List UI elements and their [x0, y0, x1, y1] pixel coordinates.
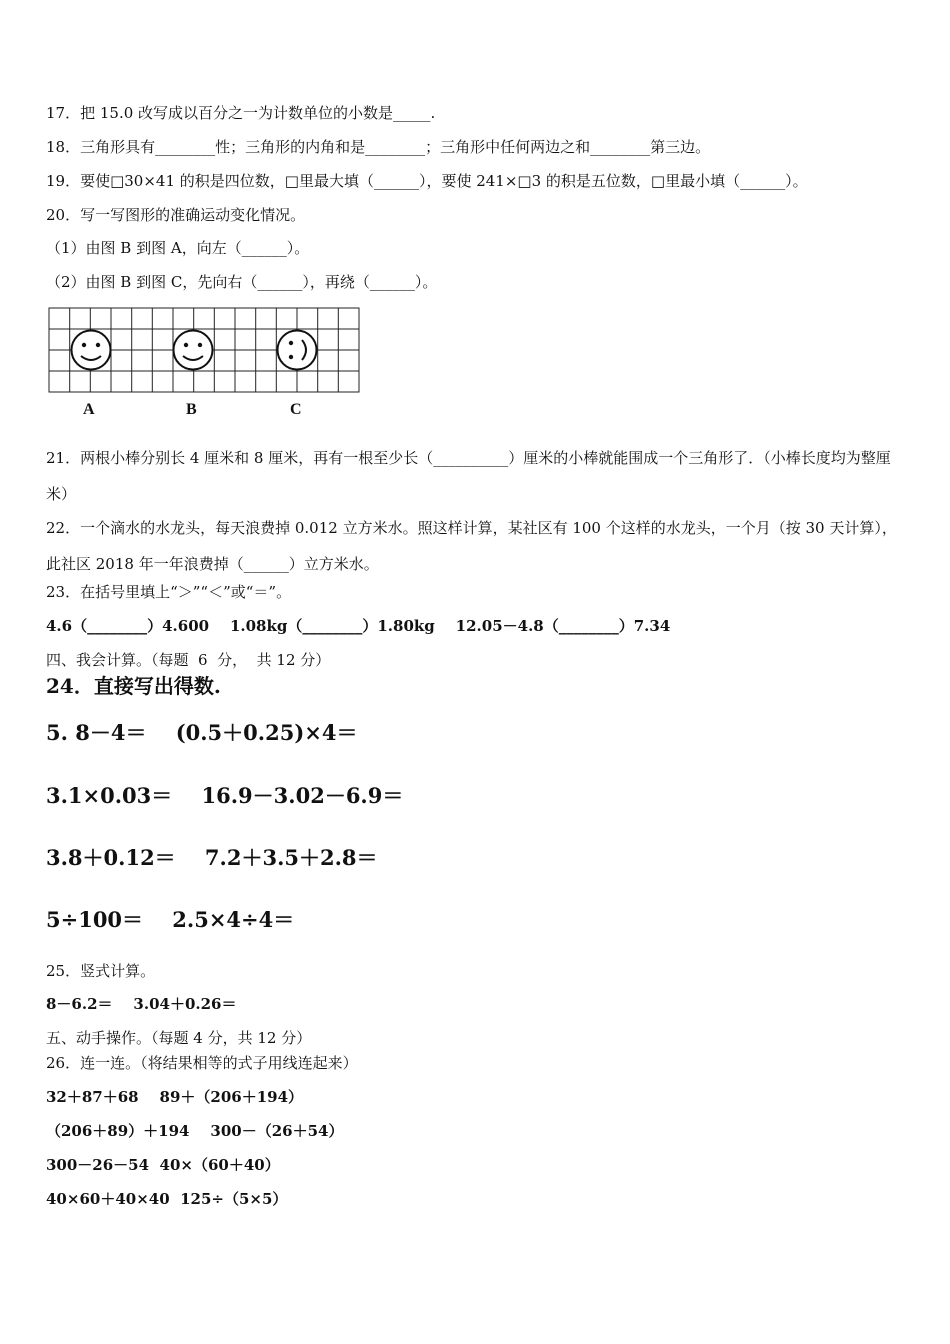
match-row-1: 32＋87＋68 89＋（206＋194）: [46, 1088, 304, 1106]
match-row-2: （206＋89）＋194 300－（26＋54）: [46, 1122, 344, 1140]
figure-label-b: B: [186, 401, 197, 418]
match-row-4: 40×60＋40×40 125÷（5×5）: [46, 1190, 288, 1208]
question-21: 21．两根小棒分别长 4 厘米和 8 厘米，再有一根至少长（__________）厘米的小棒就能围成一个三角形了．（小棒长度均为整厘米）: [46, 449, 891, 503]
question-17: 17．把 15.0 改写成以百分之一为计数单位的小数是_____.: [46, 104, 436, 122]
question-22: 22．一个滴水的水龙头，每天浪费掉 0.012 立方米水。照这样计算，某社区有 100 个这样的水龙头，一个月（按 30 天计算），此社区 2018 年一年浪费掉（______）立方米水。: [46, 519, 897, 573]
section-4-heading: 四、我会计算。（每题 6 分， 共 12 分）: [46, 651, 331, 669]
question-25-items: 8－6.2＝ 3.04＋0.26＝: [46, 995, 237, 1013]
question-24: 24．直接写出得数.: [46, 674, 221, 698]
question-23-items: 4.6（________）4.600 1.08kg（________）1.80kg 12.05－4.8（________）7.34: [46, 617, 671, 635]
calc-row-2: 3.1×0.03＝ 16.9－3.02－6.9＝: [46, 783, 404, 808]
question-19: 19．要使□30×41 的积是四位数，□里最大填（______），要使 241×□3 的积是五位数，□里最小填（______）。: [46, 172, 808, 190]
section-5-heading: 五、动手操作。（每题 4 分，共 12 分）: [46, 1029, 312, 1047]
figure-label-a: A: [83, 401, 95, 418]
question-20-part-2: （2）由图 B 到图 C，先向右（______），再绕（______）。: [46, 273, 438, 291]
question-20: 20．写一写图形的准确运动变化情况。: [46, 206, 306, 224]
question-23: 23．在括号里填上“＞”“＜”或“＝”。: [46, 583, 292, 601]
question-20-part-1: （1）由图 B 到图 A，向左（______）。: [46, 239, 310, 257]
question-26: 26．连一连。（将结果相等的式子用线连起来）: [46, 1054, 358, 1072]
smiley-face-a: [72, 331, 111, 370]
figure-label-c: C: [290, 401, 302, 418]
calc-row-4: 5÷100＝ 2.5×4÷4＝: [46, 907, 295, 932]
question-25: 25．竖式计算。: [46, 962, 156, 980]
question-18: 18．三角形具有________性；三角形的内角和是________；三角形中任何两边之和________第三边。: [46, 138, 711, 156]
smiley-face-c: [278, 331, 317, 370]
grid-figure: [46, 306, 362, 396]
calc-row-3: 3.8＋0.12＝ 7.2＋3.5＋2.8＝: [46, 845, 378, 870]
smiley-face-b: [174, 331, 213, 370]
calc-row-1: 5. 8－4＝ (0.5＋0.25)×4＝: [46, 720, 358, 745]
match-row-3: 300－26－54 40×（60＋40）: [46, 1156, 280, 1174]
